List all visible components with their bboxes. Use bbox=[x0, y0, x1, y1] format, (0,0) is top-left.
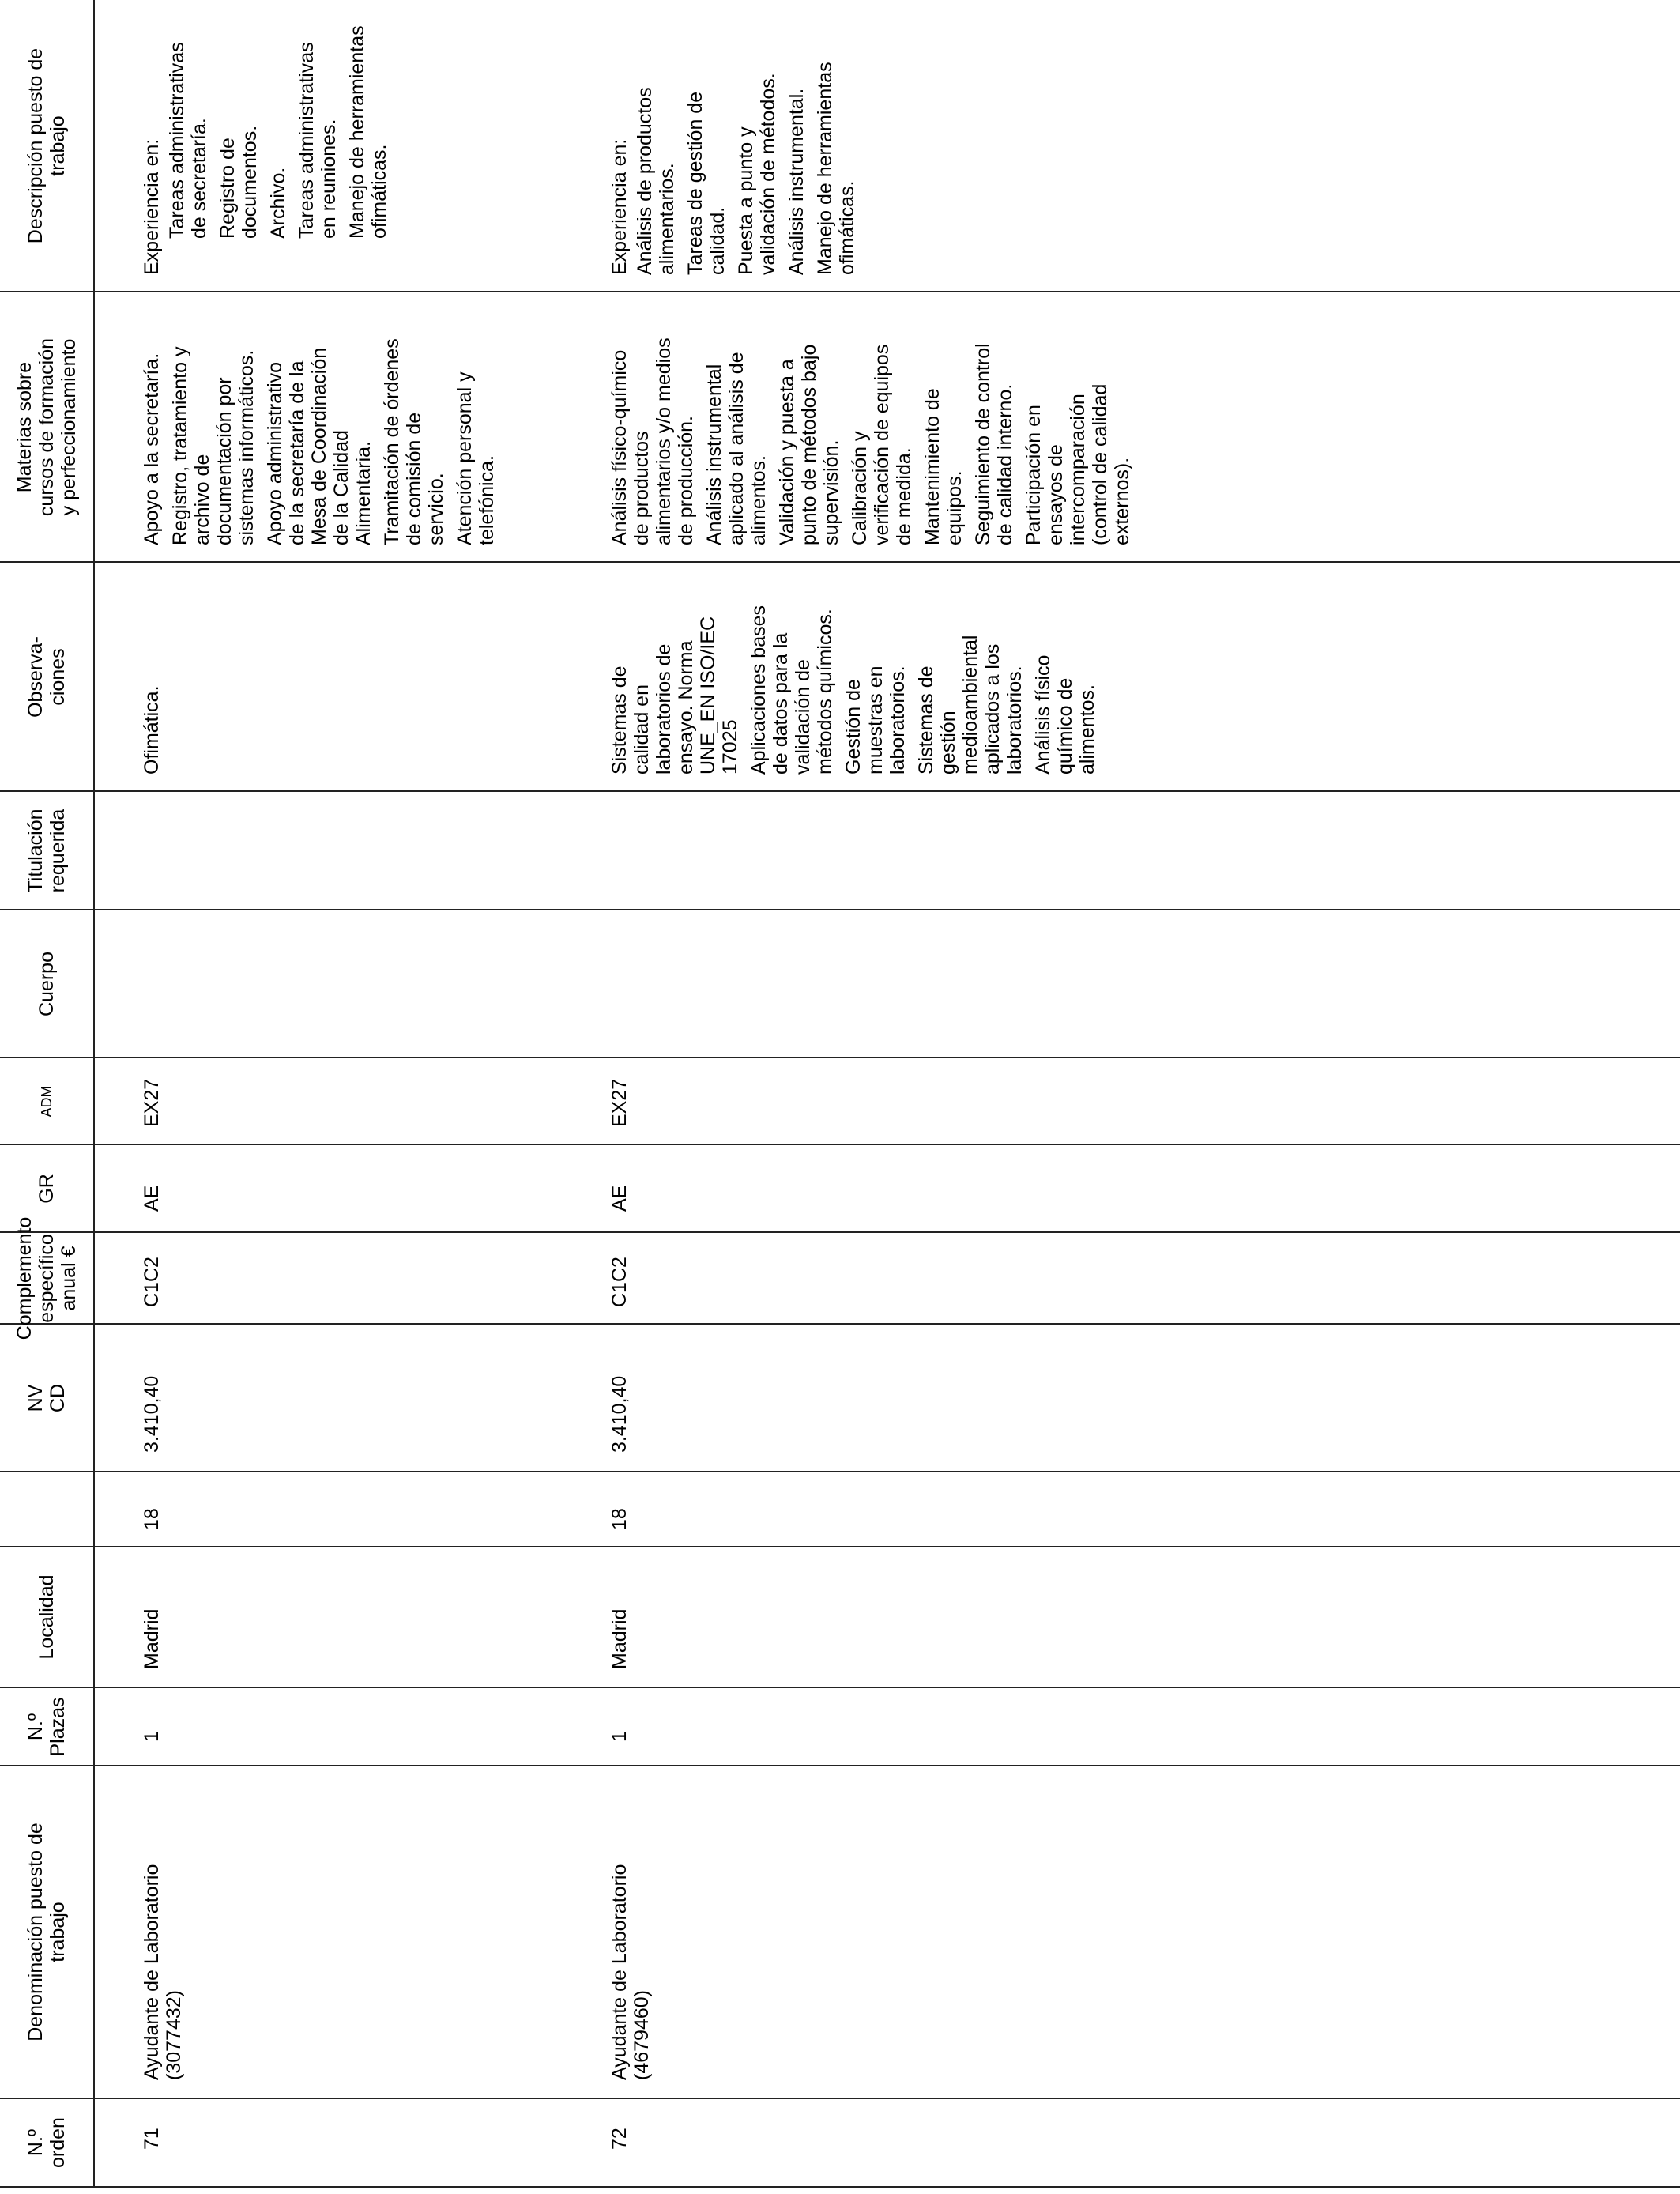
list-item: Tareas administrativas en reuniones. bbox=[296, 42, 340, 239]
column-divider bbox=[0, 1144, 1680, 1145]
list-item: Análisis de productos alimentarios. bbox=[634, 87, 678, 275]
list-item: Archivo. bbox=[267, 167, 289, 239]
column-divider bbox=[0, 909, 1680, 910]
list-item: Sistemas de calidad en laboratorios de ensayo. Norma UNE_EN ISO/IEC 17025 bbox=[608, 616, 741, 775]
list-item: Manejo de herramientas ofimáticas. bbox=[814, 62, 858, 275]
row71-adm: AE bbox=[141, 1185, 163, 1212]
header-descripcion: Descripción puesto de trabajo bbox=[24, 47, 69, 244]
row71-meritos bbox=[141, 25, 397, 275]
column-divider bbox=[93, 2186, 1680, 2188]
row72-plazas: 1 bbox=[608, 1731, 631, 1742]
list-item: Ofimática. bbox=[141, 685, 163, 775]
list-item: Seguimiento de control de calidad interno. bbox=[972, 343, 1016, 545]
row71-materias bbox=[141, 685, 169, 775]
list-item: Análisis instrumental aplicado al análisis de alimentos. bbox=[703, 352, 770, 545]
list-item: Atención personal y telefónica. bbox=[454, 371, 498, 545]
column-divider bbox=[0, 1765, 1680, 1766]
row72-orden: 72 bbox=[608, 2128, 631, 2150]
list-item: Gestión de muestras en laboratorios. bbox=[842, 665, 909, 775]
column-divider bbox=[0, 790, 1680, 792]
list-item: Manejo de herramientas ofimáticas. bbox=[346, 25, 390, 239]
row72-meritos bbox=[608, 62, 864, 275]
list-item: Análisis instrumental. bbox=[785, 88, 808, 275]
column-divider bbox=[0, 1057, 1680, 1058]
row71-nivel: 18 bbox=[141, 1508, 163, 1530]
list-item: Validación y puesta a punto de métodos bajo supervisión. bbox=[776, 344, 842, 545]
header-cuerpo: Cuerpo bbox=[36, 952, 58, 1016]
header-adm: ADM bbox=[39, 1085, 55, 1118]
header-plazas: N.º Plazas bbox=[24, 1697, 69, 1757]
column-divider bbox=[0, 1471, 1680, 1472]
row71-denominacion: Ayudante de Laboratorio (3077432) bbox=[141, 1864, 185, 2080]
row72-adm: AE bbox=[608, 1185, 631, 1212]
row72-localidad: Madrid bbox=[608, 1608, 631, 1669]
list-item: Calibración y verificación de equipos de medida. bbox=[849, 344, 915, 545]
list-item: Puesta a punto y validación de métodos. bbox=[735, 73, 779, 275]
header-denominacion: Denominación puesto de trabajo bbox=[24, 1823, 69, 2041]
list-item: Tareas de gestión de calidad. bbox=[684, 91, 729, 275]
list-item-lead: Experiencia en: bbox=[608, 138, 631, 275]
header-observaciones: Observa- ciones bbox=[24, 636, 69, 718]
column-divider bbox=[0, 2098, 1680, 2099]
row72-grupo: C1C2 bbox=[608, 1257, 631, 1307]
list-item: Mantenimiento de equipos. bbox=[921, 388, 966, 545]
header-orden: N.º orden bbox=[24, 2117, 69, 2168]
row72-materias bbox=[608, 605, 1105, 775]
header-grupo: GR bbox=[36, 1174, 58, 1204]
list-item-lead: Experiencia en: bbox=[141, 138, 163, 275]
row71-descripcion bbox=[141, 338, 504, 545]
list-item: Participación en ensayos de intercomparación (control de calidad externos). bbox=[1023, 383, 1133, 545]
header-materias: Materias sobre cursos de formación y perfeccionamiento bbox=[13, 337, 80, 517]
header-nivel: NV CD bbox=[24, 1383, 69, 1413]
row72-complemento: 3.410,40 bbox=[608, 1375, 631, 1453]
row72-nivel: 18 bbox=[608, 1508, 631, 1530]
row71-localidad: Madrid bbox=[141, 1608, 163, 1669]
column-divider bbox=[0, 561, 1680, 563]
table-left-border bbox=[0, 2186, 93, 2188]
list-item: Apoyo administrativo de la secretaría de la Mesa de Coordinación de la Calidad Alimentaria. bbox=[264, 347, 375, 545]
column-divider bbox=[0, 291, 1680, 292]
row71-plazas: 1 bbox=[141, 1731, 163, 1742]
header-localidad: Localidad bbox=[36, 1574, 58, 1660]
row71-complemento: 3.410,40 bbox=[141, 1375, 163, 1453]
list-item: Registro, tratamiento y archivo de documentación por sistemas informáticos. bbox=[169, 346, 258, 545]
row71-grupo: C1C2 bbox=[141, 1257, 163, 1307]
list-item: Sistemas de gestión medioambiental aplicados a los laboratorios. bbox=[915, 635, 1026, 775]
column-divider bbox=[0, 1323, 1680, 1325]
list-item: Análisis físico químico de alimentos. bbox=[1032, 654, 1098, 775]
column-divider bbox=[0, 1231, 1680, 1233]
row72-cuerpo: EX27 bbox=[608, 1078, 631, 1127]
list-item: Análisis físico-químico de productos alimentarios y/o medios de producción. bbox=[608, 337, 697, 545]
column-divider bbox=[0, 1687, 1680, 1688]
list-item: Tareas administrativas de secretaría. bbox=[166, 42, 210, 239]
list-item: Aplicaciones bases de datos para la validación de métodos químicos. bbox=[748, 605, 836, 775]
list-item: Apoyo a la secretaría. bbox=[141, 352, 163, 545]
row71-cuerpo: EX27 bbox=[141, 1078, 163, 1127]
list-item: Registro de documentos. bbox=[217, 125, 261, 239]
header-bottom-rule bbox=[93, 0, 95, 2188]
header-titulacion: Titulación requerida bbox=[24, 809, 69, 893]
row72-denominacion: Ayudante de Laboratorio (4679460) bbox=[608, 1864, 653, 2080]
row72-descripcion bbox=[608, 337, 1139, 545]
column-divider bbox=[0, 1546, 1680, 1547]
row71-orden: 71 bbox=[141, 2128, 163, 2150]
header-complemento: Complemento específico anual € bbox=[13, 1216, 80, 1340]
list-item: Tramitación de órdenes de comisión de servicio. bbox=[381, 338, 447, 545]
